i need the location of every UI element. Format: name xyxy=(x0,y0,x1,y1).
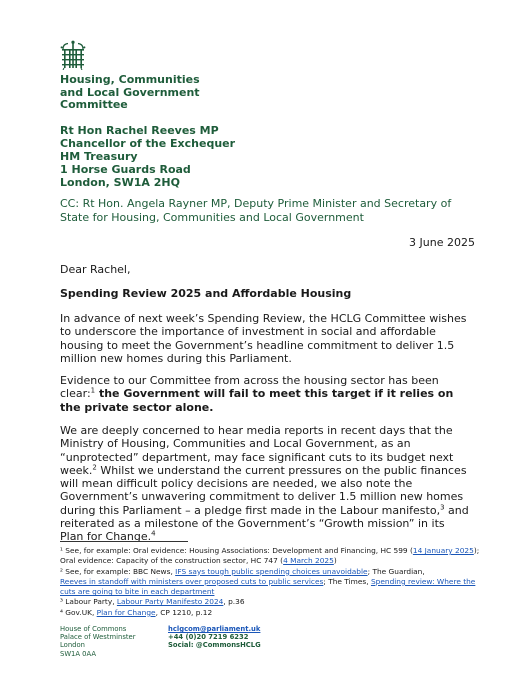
footnote-3 xyxy=(60,597,480,607)
addressee-line: Chancellor of the Exchequer xyxy=(60,137,236,150)
footer-address-line: House of Commons xyxy=(60,625,127,633)
committee-name xyxy=(60,74,200,112)
footnote-text: ¹ See, for example: Oral evidence: Housing Associations: Development and Financing, HC 599 ( xyxy=(60,546,413,555)
footnote-link[interactable]: Reeves in standoff with ministers over proposed cuts to public services xyxy=(60,576,324,586)
paragraph-text: In advance of next week’s Spending Review, the HCLG Committee wishes to underscore the importance of investment in social and affordable housing to meet the Government’s headline commitment to deliver 1.5 million new homes during this Parliament. xyxy=(60,312,467,365)
footnote-ref-1[interactable]: 1 xyxy=(90,386,96,395)
addressee-line: London, SW1A 2HQ xyxy=(60,176,180,189)
addressee-block xyxy=(60,124,235,189)
paragraph-text: Whilst we understand the current pressures on the public finances will mean difficult policy decisions are needed, we also note the Government’s unwavering commitment to deliver 1.5 million new homes during this Parliament – a pledge first made in the Labour manifesto, xyxy=(60,463,467,517)
footnote-text: ; The Times, xyxy=(323,576,371,586)
footnote-2-cont xyxy=(60,577,480,587)
footer-address-line: Palace of Westminster xyxy=(60,633,136,642)
footnote-ref-2[interactable]: 2 xyxy=(92,463,97,472)
salutation: Dear Rachel, xyxy=(60,263,131,276)
footer-contact xyxy=(168,625,261,650)
key-finding-text: the Government will fail to meet this target if it relies on the private sector alone. xyxy=(60,387,454,414)
committee-line: Committee xyxy=(60,98,128,111)
footnote-text: ³ Labour Party, xyxy=(60,597,117,607)
footnote-ref-3[interactable]: 3 xyxy=(440,503,445,512)
footnote-text: ); xyxy=(473,546,480,555)
footnote-1 xyxy=(60,546,480,556)
footnote-text: ² See, for example: BBC News, xyxy=(60,566,176,576)
committee-line: and Local Government xyxy=(60,85,200,99)
footnote-link[interactable]: cuts are going to bite in each department xyxy=(60,587,215,597)
footnote-link[interactable]: 14 January 2025 xyxy=(412,546,474,555)
portcullis-icon xyxy=(60,40,86,70)
footnote-link[interactable]: 4 March 2025 xyxy=(283,556,334,566)
paragraph-text: Evidence to our Committee from across the housing sector has been clear: xyxy=(60,374,439,401)
body-paragraph-3 xyxy=(60,424,470,544)
footer-address-line: SW1A 0AA xyxy=(60,649,96,658)
social-handle: Social: @CommonsHCLG xyxy=(168,641,261,650)
phone-number: +44 (0)20 7219 6232 xyxy=(168,633,249,642)
addressee-line: 1 Horse Guards Road xyxy=(60,163,191,176)
letter-subject: Spending Review 2025 and Affordable Housing xyxy=(60,287,352,300)
footnote-text: ) xyxy=(333,556,337,566)
footer-address xyxy=(60,625,136,658)
footnote-text: , p.36 xyxy=(223,597,245,607)
committee-line: Housing, Communities xyxy=(60,73,200,86)
footnote-divider xyxy=(60,541,188,542)
footnote-text: ⁴ Gov.UK, xyxy=(60,607,97,617)
footnote-1-cont xyxy=(60,556,480,566)
footnote-2-cont xyxy=(60,587,480,597)
footnote-link[interactable]: IFS says tough public spending choices unavoidable xyxy=(175,566,368,576)
footnote-2 xyxy=(60,567,480,577)
footnote-text: Oral evidence: Capacity of the construction sector, HC 747 ( xyxy=(60,556,284,566)
letter-date: 3 June 2025 xyxy=(409,236,475,249)
footnote-text: ; The Guardian, xyxy=(367,566,425,576)
paragraph-text: and reiterated as a milestone of the Government’s “Growth mission” in its Plan for Change. xyxy=(60,503,469,544)
footnote-link[interactable]: Spending review: Where the xyxy=(370,576,476,586)
footnote-link[interactable]: Plan for Change xyxy=(96,607,156,617)
footnotes xyxy=(60,546,480,618)
addressee-line: Rt Hon Rachel Reeves MP xyxy=(60,124,219,137)
body-paragraph-1 xyxy=(60,312,470,365)
email-link[interactable]: hclgcom@parliament.uk xyxy=(168,625,261,633)
footnote-link[interactable]: Labour Party Manifesto 2024 xyxy=(116,597,224,607)
footnote-text: , CP 1210, p.12 xyxy=(155,607,213,617)
footer-address-line: London xyxy=(60,641,85,650)
cc-line: CC: Rt Hon. Angela Rayner MP, Deputy Prime Minister and Secretary of State for Housing, Communities and Local Government xyxy=(60,197,452,224)
addressee-line: HM Treasury xyxy=(60,150,138,163)
footnote-4 xyxy=(60,608,480,618)
paragraph-text: We are deeply concerned to hear media reports in recent days that the Ministry of Housing, Communities and Local Government, as an “unprotected” department, may face significant cuts to its budget next week. xyxy=(60,424,454,477)
footnote-ref-4[interactable]: 4 xyxy=(151,529,156,538)
body-paragraph-2 xyxy=(60,374,470,414)
